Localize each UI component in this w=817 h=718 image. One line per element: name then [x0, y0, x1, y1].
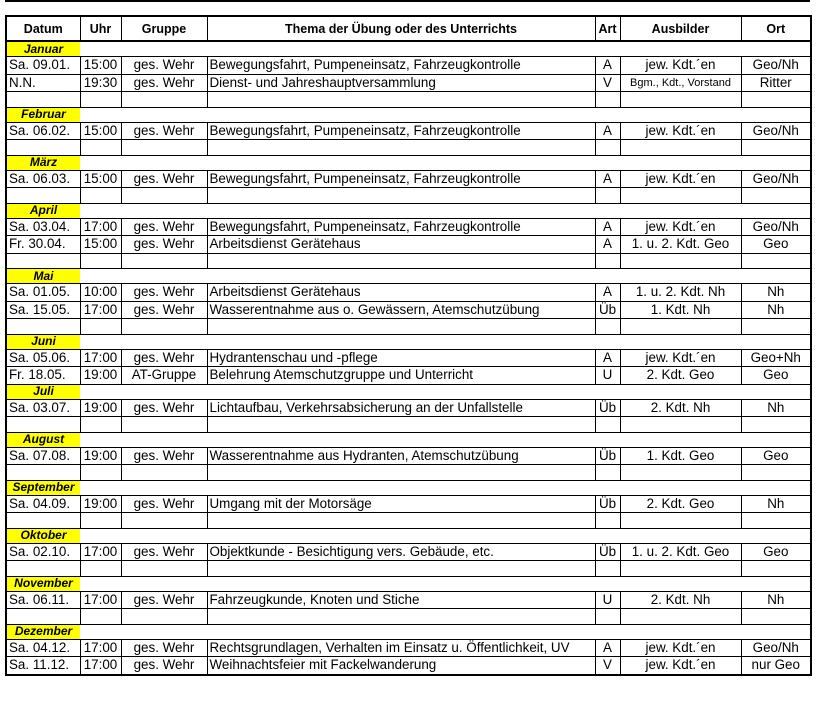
cell-ausbilder: 2. Kdt. Nh	[620, 591, 741, 609]
cell-uhr: 19:00	[80, 495, 121, 513]
cell-ort: Geo	[741, 236, 811, 254]
table-row	[6, 543, 811, 561]
empty-cell	[741, 513, 811, 529]
cell-art: Üb	[595, 495, 620, 513]
col-header-thema: Thema der Übung oder des Unterrichts	[207, 16, 595, 41]
month-header-row	[6, 41, 811, 57]
empty-cell	[80, 417, 121, 433]
cell-art: Üb	[595, 543, 620, 561]
cell-art: A	[595, 236, 620, 254]
month-header-row	[6, 203, 811, 218]
cell-gruppe: ges. Wehr	[121, 657, 207, 675]
empty-cell	[207, 92, 595, 108]
cell-datum: Fr. 30.04.	[6, 236, 80, 254]
month-spacer	[80, 576, 811, 591]
empty-cell	[207, 319, 595, 335]
empty-cell	[80, 92, 121, 108]
cell-datum: Sa. 06.03.	[6, 170, 80, 188]
cell-art: A	[595, 170, 620, 188]
empty-cell	[121, 417, 207, 433]
empty-cell	[121, 319, 207, 335]
month-spacer	[80, 528, 811, 543]
month-label: Februar	[6, 107, 80, 122]
month-label: September	[6, 480, 80, 495]
col-header-uhr: Uhr	[80, 16, 121, 41]
table-row	[6, 218, 811, 236]
cell-gruppe: AT-Gruppe	[121, 367, 207, 385]
cell-ort: Geo+Nh	[741, 349, 811, 367]
month-header-row	[6, 334, 811, 349]
empty-cell	[6, 253, 80, 269]
cell-ausbilder: jew. Kdt.´en	[620, 657, 741, 675]
empty-cell	[6, 188, 80, 204]
empty-cell	[741, 417, 811, 433]
month-header-row	[6, 528, 811, 543]
table-row	[6, 301, 811, 319]
blank-row	[6, 253, 811, 269]
cell-datum: Sa. 02.10.	[6, 543, 80, 561]
month-spacer	[80, 203, 811, 218]
month-header-row	[6, 107, 811, 122]
cell-uhr: 19:00	[80, 399, 121, 417]
cell-ort: Nh	[741, 399, 811, 417]
cell-datum: Sa. 04.09.	[6, 495, 80, 513]
cell-ort: nur Geo	[741, 657, 811, 675]
cell-art: U	[595, 591, 620, 609]
month-spacer	[80, 269, 811, 284]
empty-cell	[80, 140, 121, 156]
month-spacer	[80, 334, 811, 349]
cell-thema: Dienst- und Jahreshauptversammlung	[207, 74, 595, 92]
table-row	[6, 591, 811, 609]
empty-cell	[6, 319, 80, 335]
cell-ausbilder: 1. u. 2. Kdt. Nh	[620, 284, 741, 302]
empty-cell	[80, 465, 121, 481]
empty-cell	[620, 513, 741, 529]
cell-datum: Sa. 11.12.	[6, 657, 80, 675]
cell-datum: Sa. 06.02.	[6, 122, 80, 140]
cell-gruppe: ges. Wehr	[121, 349, 207, 367]
empty-cell	[6, 609, 80, 625]
schedule-sheet	[5, 15, 812, 676]
cell-gruppe: ges. Wehr	[121, 301, 207, 319]
empty-cell	[80, 319, 121, 335]
cell-ausbilder: jew. Kdt.´en	[620, 349, 741, 367]
cell-thema: Bewegungsfahrt, Pumpeneinsatz, Fahrzeugkontrolle	[207, 170, 595, 188]
table-row	[6, 122, 811, 140]
blank-row	[6, 92, 811, 108]
cell-gruppe: ges. Wehr	[121, 495, 207, 513]
month-spacer	[80, 624, 811, 639]
cell-datum: Sa. 07.08.	[6, 447, 80, 465]
cell-ausbilder: 1. u. 2. Kdt. Geo	[620, 543, 741, 561]
cell-ort: Geo	[741, 447, 811, 465]
cell-art: Üb	[595, 301, 620, 319]
header-row	[6, 16, 811, 41]
empty-cell	[6, 513, 80, 529]
empty-cell	[595, 92, 620, 108]
cell-ort: Nh	[741, 301, 811, 319]
cell-art: A	[595, 218, 620, 236]
blank-row	[6, 609, 811, 625]
blank-row	[6, 465, 811, 481]
month-spacer	[80, 384, 811, 399]
empty-cell	[80, 561, 121, 577]
cell-ausbilder: Bgm., Kdt., Vorstand	[620, 74, 741, 92]
empty-cell	[620, 319, 741, 335]
cell-gruppe: ges. Wehr	[121, 122, 207, 140]
empty-cell	[121, 513, 207, 529]
cell-art: A	[595, 57, 620, 75]
month-header-row	[6, 576, 811, 591]
empty-cell	[620, 465, 741, 481]
empty-cell	[595, 465, 620, 481]
cell-ausbilder: 2. Kdt. Geo	[620, 367, 741, 385]
empty-cell	[121, 92, 207, 108]
empty-cell	[207, 140, 595, 156]
cell-ort: Nh	[741, 284, 811, 302]
table-row	[6, 639, 811, 657]
cell-gruppe: ges. Wehr	[121, 639, 207, 657]
blank-row	[6, 140, 811, 156]
cell-gruppe: ges. Wehr	[121, 447, 207, 465]
empty-cell	[121, 188, 207, 204]
col-header-ort: Ort	[741, 16, 811, 41]
cell-ort: Geo/Nh	[741, 170, 811, 188]
empty-cell	[207, 188, 595, 204]
cell-art: V	[595, 657, 620, 675]
month-label: März	[6, 155, 80, 170]
cell-uhr: 19:30	[80, 74, 121, 92]
empty-cell	[741, 188, 811, 204]
empty-cell	[80, 253, 121, 269]
schedule-table	[5, 15, 812, 676]
empty-cell	[121, 609, 207, 625]
cell-gruppe: ges. Wehr	[121, 399, 207, 417]
cell-datum: Sa. 05.06.	[6, 349, 80, 367]
cell-datum: N.N.	[6, 74, 80, 92]
cell-art: A	[595, 639, 620, 657]
empty-cell	[741, 609, 811, 625]
cell-thema: Objektkunde - Besichtigung vers. Gebäude, etc.	[207, 543, 595, 561]
cell-art: A	[595, 122, 620, 140]
empty-cell	[121, 465, 207, 481]
month-header-row	[6, 480, 811, 495]
empty-cell	[80, 188, 121, 204]
cell-art: A	[595, 349, 620, 367]
empty-cell	[620, 609, 741, 625]
table-row	[6, 399, 811, 417]
empty-cell	[620, 253, 741, 269]
empty-cell	[6, 417, 80, 433]
cell-thema: Arbeitsdienst Gerätehaus	[207, 284, 595, 302]
cell-gruppe: ges. Wehr	[121, 284, 207, 302]
blank-row	[6, 319, 811, 335]
cell-uhr: 15:00	[80, 57, 121, 75]
cell-datum: Fr. 18.05.	[6, 367, 80, 385]
cell-thema: Fahrzeugkunde, Knoten und Stiche	[207, 591, 595, 609]
cell-gruppe: ges. Wehr	[121, 218, 207, 236]
cell-ort: Geo/Nh	[741, 218, 811, 236]
cell-art: U	[595, 367, 620, 385]
month-header-row	[6, 155, 811, 170]
table-row	[6, 367, 811, 385]
cell-ort: Geo	[741, 543, 811, 561]
empty-cell	[620, 140, 741, 156]
empty-cell	[207, 561, 595, 577]
empty-cell	[741, 465, 811, 481]
month-label: April	[6, 203, 80, 218]
cell-uhr: 17:00	[80, 543, 121, 561]
empty-cell	[595, 140, 620, 156]
schedule-body	[6, 41, 811, 675]
cell-uhr: 15:00	[80, 236, 121, 254]
col-header-gruppe: Gruppe	[121, 16, 207, 41]
empty-cell	[207, 609, 595, 625]
cell-uhr: 19:00	[80, 367, 121, 385]
month-spacer	[80, 41, 811, 57]
blank-row	[6, 188, 811, 204]
empty-cell	[595, 188, 620, 204]
cell-uhr: 17:00	[80, 301, 121, 319]
cell-ausbilder: jew. Kdt.´en	[620, 218, 741, 236]
table-row	[6, 657, 811, 675]
empty-cell	[595, 561, 620, 577]
month-header-row	[6, 384, 811, 399]
table-row	[6, 349, 811, 367]
empty-cell	[741, 253, 811, 269]
cell-gruppe: ges. Wehr	[121, 236, 207, 254]
empty-cell	[6, 92, 80, 108]
cell-thema: Bewegungsfahrt, Pumpeneinsatz, Fahrzeugkontrolle	[207, 218, 595, 236]
empty-cell	[620, 561, 741, 577]
cell-ort: Geo	[741, 367, 811, 385]
empty-cell	[595, 319, 620, 335]
cell-thema: Hydrantenschau und -pflege	[207, 349, 595, 367]
blank-row	[6, 417, 811, 433]
empty-cell	[207, 465, 595, 481]
cell-thema: Arbeitsdienst Gerätehaus	[207, 236, 595, 254]
empty-cell	[80, 609, 121, 625]
cell-datum: Sa. 03.07.	[6, 399, 80, 417]
table-row	[6, 495, 811, 513]
cell-art: A	[595, 284, 620, 302]
cell-gruppe: ges. Wehr	[121, 591, 207, 609]
empty-cell	[80, 513, 121, 529]
cell-ort: Geo/Nh	[741, 122, 811, 140]
empty-cell	[595, 253, 620, 269]
empty-cell	[121, 561, 207, 577]
cell-uhr: 10:00	[80, 284, 121, 302]
cell-thema: Belehrung Atemschutzgruppe und Unterricht	[207, 367, 595, 385]
empty-cell	[6, 140, 80, 156]
month-label: Dezember	[6, 624, 80, 639]
month-label: Oktober	[6, 528, 80, 543]
cell-thema: Wasserentnahme aus o. Gewässern, Atemschutzübung	[207, 301, 595, 319]
empty-cell	[595, 609, 620, 625]
empty-cell	[121, 140, 207, 156]
month-label: Juni	[6, 334, 80, 349]
month-label: Juli	[6, 384, 80, 399]
table-row	[6, 74, 811, 92]
empty-cell	[595, 513, 620, 529]
empty-cell	[741, 319, 811, 335]
month-spacer	[80, 480, 811, 495]
empty-cell	[6, 465, 80, 481]
table-row	[6, 447, 811, 465]
month-label: November	[6, 576, 80, 591]
table-row	[6, 170, 811, 188]
cell-art: Üb	[595, 399, 620, 417]
cell-ort: Nh	[741, 495, 811, 513]
cell-ausbilder: jew. Kdt.´en	[620, 170, 741, 188]
cell-uhr: 17:00	[80, 349, 121, 367]
cell-art: Üb	[595, 447, 620, 465]
cell-datum: Sa. 03.04.	[6, 218, 80, 236]
month-spacer	[80, 432, 811, 447]
cell-ausbilder: 1. Kdt. Geo	[620, 447, 741, 465]
cell-uhr: 15:00	[80, 170, 121, 188]
empty-cell	[620, 188, 741, 204]
month-spacer	[80, 155, 811, 170]
empty-cell	[741, 561, 811, 577]
cell-gruppe: ges. Wehr	[121, 543, 207, 561]
col-header-art: Art	[595, 16, 620, 41]
month-label: Mai	[6, 269, 80, 284]
cell-gruppe: ges. Wehr	[121, 57, 207, 75]
cell-art: V	[595, 74, 620, 92]
table-row	[6, 236, 811, 254]
cell-ort: Nh	[741, 591, 811, 609]
cell-ort: Ritter	[741, 74, 811, 92]
cell-uhr: 17:00	[80, 218, 121, 236]
cell-uhr: 17:00	[80, 639, 121, 657]
cell-uhr: 17:00	[80, 591, 121, 609]
table-row	[6, 57, 811, 75]
cell-ausbilder: 1. u. 2. Kdt. Geo	[620, 236, 741, 254]
cell-datum: Sa. 09.01.	[6, 57, 80, 75]
month-spacer	[80, 107, 811, 122]
cell-datum: Sa. 04.12.	[6, 639, 80, 657]
cell-thema: Bewegungsfahrt, Pumpeneinsatz, Fahrzeugkontrolle	[207, 122, 595, 140]
empty-cell	[207, 417, 595, 433]
cell-datum: Sa. 06.11.	[6, 591, 80, 609]
cell-gruppe: ges. Wehr	[121, 74, 207, 92]
empty-cell	[620, 417, 741, 433]
empty-cell	[121, 253, 207, 269]
col-header-ausbilder: Ausbilder	[620, 16, 741, 41]
blank-row	[6, 561, 811, 577]
empty-cell	[207, 253, 595, 269]
cell-ausbilder: 2. Kdt. Geo	[620, 495, 741, 513]
cell-ausbilder: jew. Kdt.´en	[620, 122, 741, 140]
empty-cell	[741, 92, 811, 108]
cell-uhr: 17:00	[80, 657, 121, 675]
cell-thema: Lichtaufbau, Verkehrsabsicherung an der Unfallstelle	[207, 399, 595, 417]
month-header-row	[6, 624, 811, 639]
empty-cell	[620, 92, 741, 108]
cell-thema: Umgang mit der Motorsäge	[207, 495, 595, 513]
table-row	[6, 284, 811, 302]
cell-thema: Weihnachtsfeier mit Fackelwanderung	[207, 657, 595, 675]
month-label: August	[6, 432, 80, 447]
cell-datum: Sa. 15.05.	[6, 301, 80, 319]
month-header-row	[6, 432, 811, 447]
blank-row	[6, 513, 811, 529]
cell-ausbilder: jew. Kdt.´en	[620, 57, 741, 75]
empty-cell	[207, 513, 595, 529]
cell-thema: Bewegungsfahrt, Pumpeneinsatz, Fahrzeugkontrolle	[207, 57, 595, 75]
empty-cell	[595, 417, 620, 433]
top-border-line	[5, 0, 810, 6]
cell-ausbilder: 2. Kdt. Nh	[620, 399, 741, 417]
cell-datum: Sa. 01.05.	[6, 284, 80, 302]
cell-gruppe: ges. Wehr	[121, 170, 207, 188]
cell-thema: Rechtsgrundlagen, Verhalten im Einsatz u. Öffentlichkeit, UV	[207, 639, 595, 657]
empty-cell	[741, 140, 811, 156]
empty-cell	[6, 561, 80, 577]
month-header-row	[6, 269, 811, 284]
col-header-datum: Datum	[6, 16, 80, 41]
cell-uhr: 15:00	[80, 122, 121, 140]
cell-ausbilder: jew. Kdt.´en	[620, 639, 741, 657]
cell-uhr: 19:00	[80, 447, 121, 465]
cell-thema: Wasserentnahme aus Hydranten, Atemschutzübung	[207, 447, 595, 465]
month-label: Januar	[6, 41, 80, 57]
cell-ort: Geo/Nh	[741, 57, 811, 75]
cell-ausbilder: 1. Kdt. Nh	[620, 301, 741, 319]
cell-ort: Geo/Nh	[741, 639, 811, 657]
